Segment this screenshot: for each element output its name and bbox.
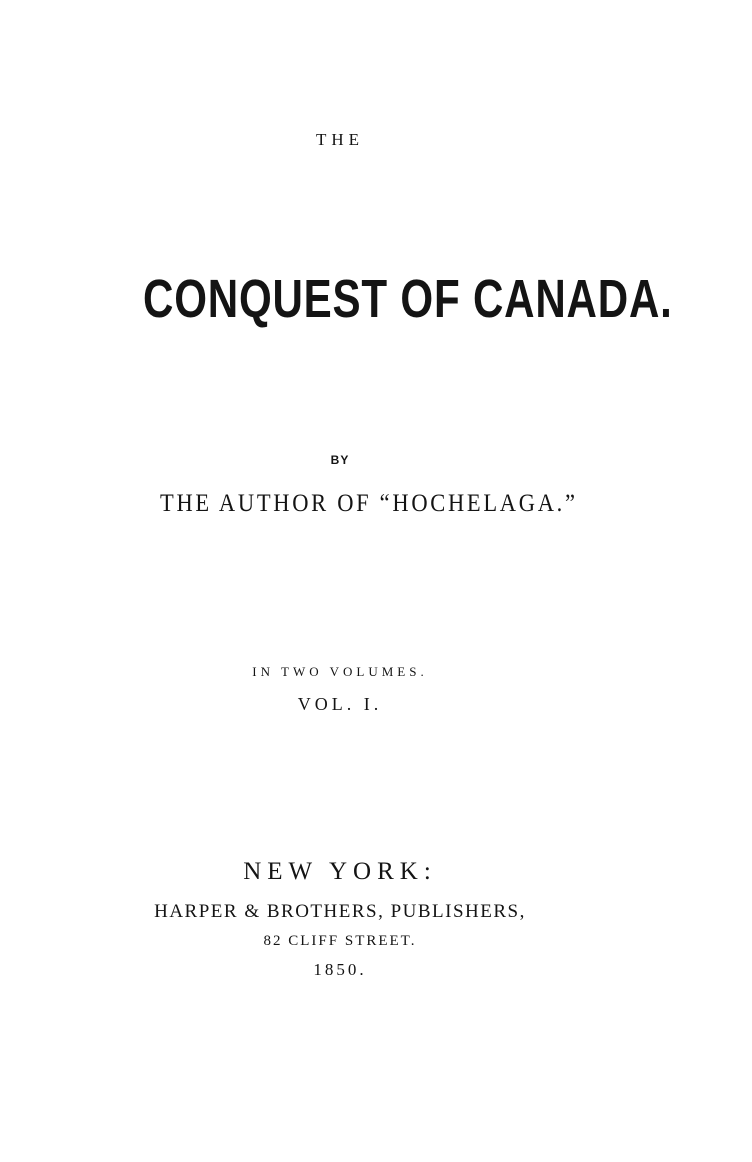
imprint-publisher: HARPER & BROTHERS, PUBLISHERS, bbox=[154, 901, 526, 922]
imprint-year: 1850. bbox=[313, 960, 367, 979]
by-line-label: BY bbox=[330, 453, 350, 467]
imprint-city: NEW YORK: bbox=[243, 858, 437, 885]
author-credit: THE AUTHOR OF “HOCHELAGA.” bbox=[160, 490, 578, 517]
imprint-street: 82 CLIFF STREET. bbox=[263, 933, 417, 949]
volume-number: VOL. I. bbox=[297, 694, 383, 714]
title-article: THE bbox=[315, 130, 365, 149]
volume-count: IN TWO VOLUMES. bbox=[252, 664, 428, 679]
book-title: CONQUEST OF CANADA. bbox=[143, 269, 673, 329]
